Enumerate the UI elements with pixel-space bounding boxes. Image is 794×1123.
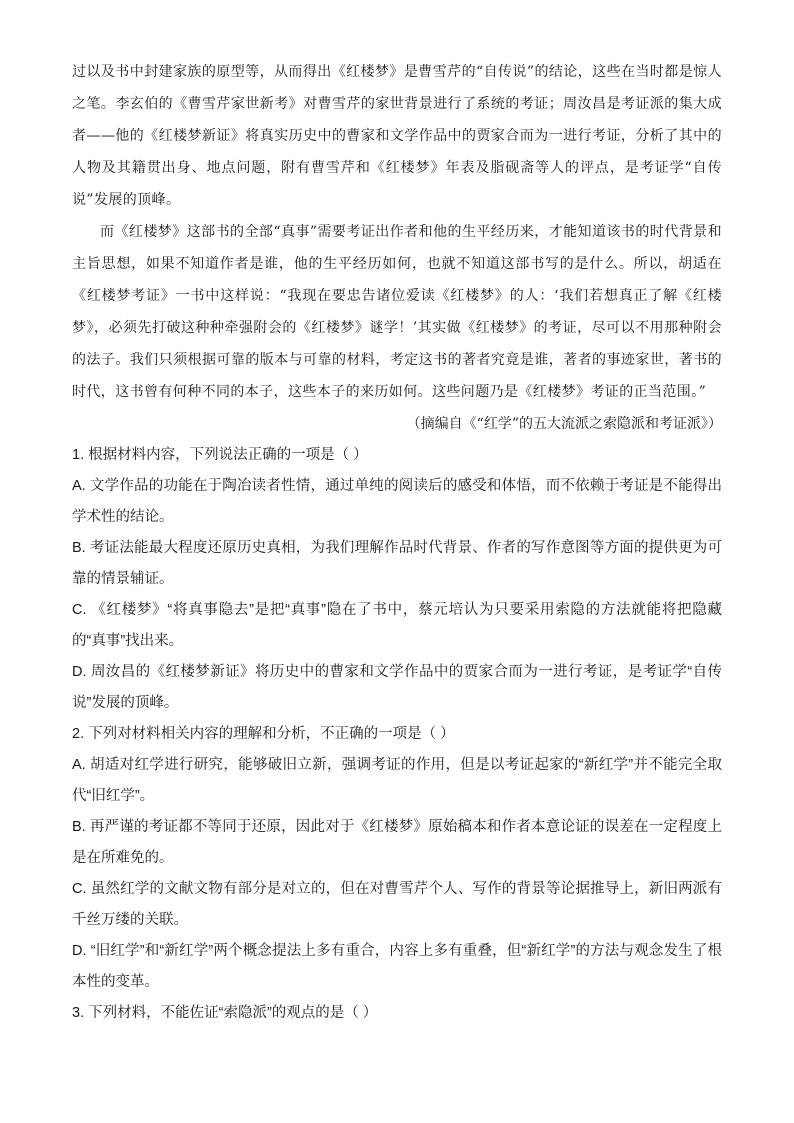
option-b: B. 考证法能最大程度还原历史真相，为我们理解作品时代背景、作者的写作意图等方面的提供更为可靠的情景辅证。 bbox=[72, 540, 722, 587]
question-list bbox=[72, 440, 722, 1029]
document-page bbox=[72, 56, 722, 1029]
option-c: C. 虽然红学的文献文物有部分是对立的，但在对曹雪芹个人、写作的背景等论据推导上，新旧两派有千丝万缕的关联。 bbox=[72, 881, 722, 928]
reading-passage bbox=[72, 56, 722, 408]
option-a: A. 文学作品的功能在于陶冶读者性情，通过单纯的阅读后的感受和体悟，而不依赖于考证是不能得出学术性的结论。 bbox=[72, 478, 722, 525]
passage-paragraph: 而《红楼梦》这部书的全部“真事”需要考证出作者和他的生平经历来，才能知道该书的时代背景和主旨思想，如果不知道作者是谁，他的生平经历如何，也就不知道这部书写的是什么。所以，胡适在《红楼梦考证》一书中这样说：“我现在要忠告诸位爱读《红楼梦》的人：‘我们若想真正了解《红楼梦》，必须先打破这种种牵强附会的《红楼梦》谜学！’其实做《红楼梦》的考证，尽可以不用那种附会的法子。我们只须根据可靠的版本与可靠的材料，考定这书的著者究竟是谁，著者的事迹家世，著书的时代，这书曾有何种不同的本子，这些本子的来历如何。这些问题乃是《红楼梦》考证的正当范围。” bbox=[72, 224, 722, 400]
question-stem: 2. 下列对材料相关内容的理解和分析，不正确的一项是（ ） bbox=[72, 726, 455, 742]
option-d: D. 周汝昌的《红楼梦新证》将历史中的曹家和文学作品中的贾家合而为一进行考证，是考证学“自传说”发展的顶峰。 bbox=[72, 664, 722, 711]
passage-paragraph: 过以及书中封建家族的原型等，从而得出《红楼梦》是曹雪芹的“自传说”的结论，这些在当时都是惊人之笔。李玄伯的《曹雪芹家世新考》对曹雪芹的家世背景进行了系统的考证；周汝昌是考证派的集大成者——他的《红楼梦新证》将真实历史中的曹家和文学作品中的贾家合而为一进行考证，分析了其中的人物及其籍贯出身、地点问题，附有曹雪芹和《红楼梦》年表及脂砚斋等人的评点，是考证学“自传说”发展的顶峰。 bbox=[72, 64, 722, 208]
option-c: C. 《红楼梦》“将真事隐去”是把“真事”隐在了书中，蔡元培认为只要采用索隐的方法就能将把隐藏的“真事”找出来。 bbox=[72, 602, 722, 649]
question-2 bbox=[72, 719, 722, 998]
option-a: A. 胡适对红学进行研究，能够破旧立新，强调考证的作用，但是以考证起家的“新红学”并不能完全取代“旧红学”。 bbox=[72, 757, 722, 804]
question-3 bbox=[72, 998, 722, 1029]
option-b: B. 再严谨的考证都不等同于还原，因此对于《红楼梦》原始稿本和作者本意论证的误差在一定程度上是在所难免的。 bbox=[72, 819, 722, 866]
question-stem: 3. 下列材料，不能佐证“索隐派”的观点的是（ ） bbox=[72, 1005, 378, 1021]
question-stem: 1. 根据材料内容，下列说法正确的一项是（ ） bbox=[72, 447, 368, 463]
question-1 bbox=[72, 440, 722, 719]
passage-source: （摘编自《“红学”的五大流派之索隐派和考证派》） bbox=[406, 416, 722, 432]
option-d: D. “旧红学”和“新红学”两个概念提法上多有重合，内容上多有重叠，但“新红学”的方法与观念发生了根本性的变革。 bbox=[72, 943, 722, 990]
